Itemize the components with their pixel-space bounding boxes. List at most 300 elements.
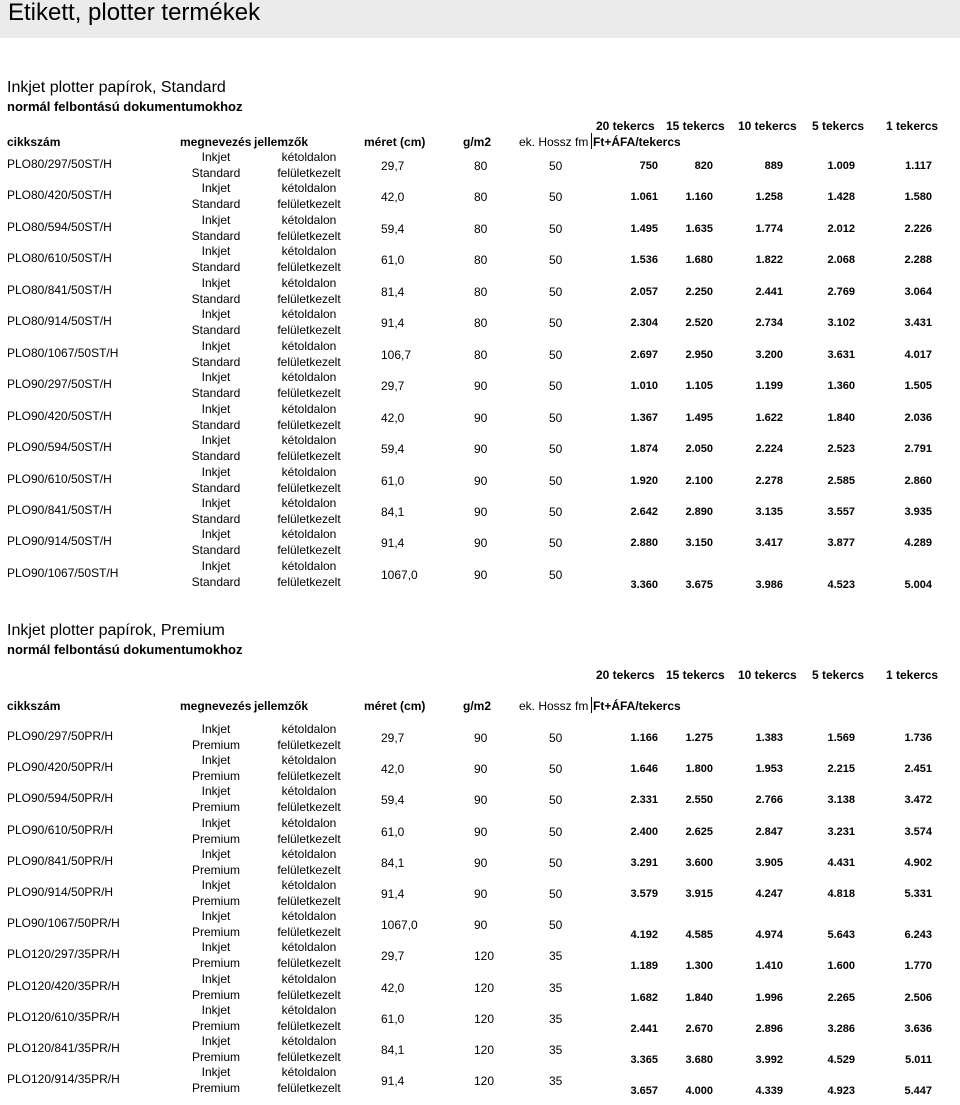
price-value: 2.506 bbox=[904, 992, 932, 1004]
length-value: 50 bbox=[549, 762, 563, 776]
feature-line1: kétoldalon bbox=[281, 370, 337, 384]
product-code: PLO120/420/35PR/H bbox=[7, 979, 120, 993]
table-row bbox=[0, 940, 960, 971]
price-value: 3.200 bbox=[755, 349, 783, 361]
table-row bbox=[0, 1003, 960, 1034]
price-value: 5.331 bbox=[904, 888, 932, 900]
gsm-value: 80 bbox=[474, 285, 488, 299]
product-name-line2: Standard bbox=[191, 166, 241, 180]
price-value: 3.935 bbox=[904, 506, 932, 518]
price-value: 2.523 bbox=[827, 443, 855, 455]
price-value: 1.105 bbox=[685, 380, 713, 392]
price-value: 3.574 bbox=[904, 826, 932, 838]
price-value: 5.011 bbox=[905, 1054, 932, 1066]
gsm-value: 120 bbox=[474, 949, 495, 963]
price-value: 2.734 bbox=[755, 317, 783, 329]
price-value: 3.680 bbox=[685, 1054, 713, 1066]
price-value: 4.017 bbox=[904, 349, 932, 361]
price-value: 2.100 bbox=[685, 475, 713, 487]
gsm-value: 90 bbox=[474, 536, 488, 550]
product-name-line2: Premium bbox=[191, 769, 240, 783]
length-value: 50 bbox=[549, 918, 563, 932]
size-value: 84,1 bbox=[381, 1043, 405, 1057]
price-value: 1.166 bbox=[630, 732, 658, 744]
price-value: 4.000 bbox=[685, 1085, 713, 1097]
table-row bbox=[0, 784, 960, 815]
price-value: 2.250 bbox=[685, 286, 713, 298]
price-value: 2.950 bbox=[685, 349, 713, 361]
price-value: 3.657 bbox=[630, 1085, 658, 1097]
price-value: 2.012 bbox=[827, 223, 855, 235]
length-value: 50 bbox=[549, 568, 563, 582]
product-name-line2: Premium bbox=[191, 925, 240, 939]
feature-line1: kétoldalon bbox=[281, 496, 337, 510]
product-code: PLO90/841/50PR/H bbox=[7, 854, 114, 868]
price-value: 1.569 bbox=[827, 732, 855, 744]
price-value: 2.625 bbox=[685, 826, 713, 838]
product-name-line2: Standard bbox=[191, 197, 241, 211]
price-header-qty: 15 tekercs bbox=[666, 668, 725, 682]
product-name-line2: Standard bbox=[191, 386, 241, 400]
price-value: 2.880 bbox=[630, 537, 658, 549]
size-value: 61,0 bbox=[381, 474, 405, 488]
column-header-size: méret (cm) bbox=[364, 699, 426, 713]
feature-line1: kétoldalon bbox=[281, 213, 337, 227]
price-value: 3.417 bbox=[755, 537, 783, 549]
price-value: 3.905 bbox=[755, 857, 783, 869]
column-header-feature: jellemzők bbox=[254, 699, 309, 713]
price-value: 2.215 bbox=[827, 763, 855, 775]
price-value: 3.291 bbox=[630, 857, 658, 869]
price-value: 5.004 bbox=[904, 579, 932, 591]
product-name-line2: Standard bbox=[191, 575, 241, 589]
product-code: PLO80/610/50ST/H bbox=[7, 251, 112, 265]
product-name-line2: Premium bbox=[191, 1050, 240, 1064]
table-row bbox=[0, 722, 960, 753]
product-code: PLO120/610/35PR/H bbox=[7, 1010, 120, 1024]
price-value: 3.431 bbox=[904, 317, 932, 329]
feature-line2: felületkezelt bbox=[277, 323, 341, 337]
size-value: 106,7 bbox=[381, 348, 412, 362]
product-name-line2: Standard bbox=[191, 229, 241, 243]
feature-line1: kétoldalon bbox=[281, 847, 337, 861]
product-name-line2: Standard bbox=[191, 512, 241, 526]
price-value: 889 bbox=[764, 160, 783, 172]
price-value: 3.286 bbox=[827, 1023, 855, 1035]
feature-line1: kétoldalon bbox=[281, 940, 337, 954]
length-value: 50 bbox=[549, 348, 563, 362]
gsm-value: 90 bbox=[474, 442, 488, 456]
product-name-line1: Inkjet bbox=[201, 784, 231, 798]
gsm-value: 120 bbox=[474, 981, 495, 995]
price-value: 2.766 bbox=[755, 794, 783, 806]
product-name-line1: Inkjet bbox=[201, 402, 231, 416]
feature-line2: felületkezelt bbox=[277, 386, 341, 400]
table-row bbox=[0, 847, 960, 878]
feature-line2: felületkezelt bbox=[277, 925, 341, 939]
feature-line2: felületkezelt bbox=[277, 512, 341, 526]
table-row bbox=[0, 307, 960, 338]
price-header-qty: 15 tekercs bbox=[666, 119, 725, 133]
product-code: PLO90/914/50ST/H bbox=[7, 534, 112, 548]
section-title: Inkjet plotter papírok, Standard bbox=[7, 79, 226, 96]
product-name-line1: Inkjet bbox=[201, 527, 231, 541]
column-header-code: cikkszám bbox=[7, 699, 61, 713]
size-value: 61,0 bbox=[381, 1012, 405, 1026]
price-value: 1.160 bbox=[685, 191, 713, 203]
feature-line2: felületkezelt bbox=[277, 197, 341, 211]
price-value: 2.642 bbox=[630, 506, 658, 518]
table-row bbox=[0, 972, 960, 1003]
price-value: 1.953 bbox=[755, 763, 783, 775]
price-value: 4.974 bbox=[755, 929, 783, 941]
column-header-feature: jellemzők bbox=[254, 135, 309, 149]
price-value: 2.304 bbox=[630, 317, 658, 329]
gsm-value: 90 bbox=[474, 887, 488, 901]
size-value: 84,1 bbox=[381, 856, 405, 870]
size-value: 1067,0 bbox=[381, 568, 418, 582]
product-name-line1: Inkjet bbox=[201, 972, 231, 986]
length-value: 50 bbox=[549, 442, 563, 456]
price-value: 1.505 bbox=[904, 380, 932, 392]
product-name-line1: Inkjet bbox=[201, 339, 231, 353]
gsm-value: 90 bbox=[474, 918, 488, 932]
price-value: 1.189 bbox=[630, 960, 658, 972]
price-value: 3.150 bbox=[685, 537, 713, 549]
price-value: 1.258 bbox=[755, 191, 783, 203]
price-value: 1.199 bbox=[755, 380, 783, 392]
price-value: 1.410 bbox=[755, 960, 783, 972]
product-code: PLO80/594/50ST/H bbox=[7, 220, 112, 234]
table-row bbox=[0, 909, 960, 940]
length-value: 50 bbox=[549, 285, 563, 299]
product-name-line1: Inkjet bbox=[201, 150, 231, 164]
price-value: 1.428 bbox=[827, 191, 855, 203]
gsm-value: 80 bbox=[474, 253, 488, 267]
size-value: 84,1 bbox=[381, 505, 405, 519]
price-value: 2.288 bbox=[904, 254, 932, 266]
length-value: 50 bbox=[549, 474, 563, 488]
length-value: 50 bbox=[549, 411, 563, 425]
size-value: 59,4 bbox=[381, 793, 405, 807]
product-code: PLO80/297/50ST/H bbox=[7, 157, 112, 171]
price-value: 2.441 bbox=[755, 286, 783, 298]
product-name-line1: Inkjet bbox=[201, 1065, 231, 1079]
size-value: 42,0 bbox=[381, 762, 405, 776]
price-value: 2.278 bbox=[755, 475, 783, 487]
feature-line2: felületkezelt bbox=[277, 418, 341, 432]
table-row bbox=[0, 1034, 960, 1065]
price-value: 1.770 bbox=[904, 960, 932, 972]
product-code: PLO80/914/50ST/H bbox=[7, 314, 112, 328]
size-value: 81,4 bbox=[381, 285, 405, 299]
feature-line1: kétoldalon bbox=[281, 465, 337, 479]
length-value: 50 bbox=[549, 316, 563, 330]
column-header-size: méret (cm) bbox=[364, 135, 426, 149]
feature-line2: felületkezelt bbox=[277, 543, 341, 557]
header-divider bbox=[591, 697, 592, 713]
page-title: Etikett, plotter termékek bbox=[8, 0, 261, 26]
price-value: 2.451 bbox=[904, 763, 932, 775]
product-name-line1: Inkjet bbox=[201, 433, 231, 447]
feature-line1: kétoldalon bbox=[281, 402, 337, 416]
price-value: 1.840 bbox=[685, 992, 713, 1004]
product-name-line1: Inkjet bbox=[201, 276, 231, 290]
price-header-qty: 5 tekercs bbox=[812, 119, 865, 133]
price-value: 4.339 bbox=[755, 1085, 783, 1097]
price-value: 1.275 bbox=[685, 732, 713, 744]
price-value: 1.774 bbox=[755, 223, 783, 235]
feature-line1: kétoldalon bbox=[281, 339, 337, 353]
gsm-value: 120 bbox=[474, 1074, 495, 1088]
length-value: 50 bbox=[549, 825, 563, 839]
price-value: 2.520 bbox=[685, 317, 713, 329]
gsm-value: 90 bbox=[474, 379, 488, 393]
gsm-value: 90 bbox=[474, 856, 488, 870]
gsm-value: 120 bbox=[474, 1043, 495, 1057]
feature-line2: felületkezelt bbox=[277, 575, 341, 589]
price-value: 3.064 bbox=[904, 286, 932, 298]
table-row bbox=[0, 244, 960, 275]
product-name-line1: Inkjet bbox=[201, 181, 231, 195]
gsm-value: 90 bbox=[474, 825, 488, 839]
price-value: 2.896 bbox=[755, 1023, 783, 1035]
price-value: 3.636 bbox=[904, 1023, 932, 1035]
price-value: 1.800 bbox=[685, 763, 713, 775]
price-value: 3.102 bbox=[827, 317, 855, 329]
price-value: 2.697 bbox=[630, 349, 658, 361]
column-header-length: ek. Hossz fm bbox=[519, 699, 589, 713]
price-value: 5.447 bbox=[904, 1085, 932, 1097]
column-header-unit: Ft+ÁFA/tekercs bbox=[593, 135, 681, 149]
price-value: 1.061 bbox=[630, 191, 658, 203]
price-value: 2.331 bbox=[630, 794, 658, 806]
length-value: 50 bbox=[549, 159, 563, 173]
table-row bbox=[0, 370, 960, 401]
product-code: PLO90/610/50ST/H bbox=[7, 472, 112, 486]
price-value: 1.117 bbox=[905, 160, 932, 172]
size-value: 91,4 bbox=[381, 536, 405, 550]
table-row bbox=[0, 150, 960, 181]
price-value: 5.643 bbox=[827, 929, 855, 941]
gsm-value: 80 bbox=[474, 190, 488, 204]
price-value: 1.495 bbox=[630, 223, 658, 235]
table-row bbox=[0, 181, 960, 212]
feature-line2: felületkezelt bbox=[277, 894, 341, 908]
price-value: 3.600 bbox=[685, 857, 713, 869]
section-subtitle: normál felbontású dokumentumokhoz bbox=[7, 99, 243, 114]
price-header-qty: 1 tekercs bbox=[886, 119, 939, 133]
feature-line1: kétoldalon bbox=[281, 150, 337, 164]
product-name-line1: Inkjet bbox=[201, 370, 231, 384]
feature-line1: kétoldalon bbox=[281, 972, 337, 986]
feature-line1: kétoldalon bbox=[281, 1065, 337, 1079]
price-value: 2.050 bbox=[685, 443, 713, 455]
feature-line1: kétoldalon bbox=[281, 527, 337, 541]
length-value: 35 bbox=[549, 981, 563, 995]
gsm-value: 90 bbox=[474, 505, 488, 519]
price-value: 1.495 bbox=[685, 412, 713, 424]
feature-line1: kétoldalon bbox=[281, 816, 337, 830]
size-value: 42,0 bbox=[381, 190, 405, 204]
product-code: PLO90/610/50PR/H bbox=[7, 823, 114, 837]
price-value: 2.057 bbox=[630, 286, 658, 298]
product-name-line1: Inkjet bbox=[201, 1034, 231, 1048]
price-value: 2.670 bbox=[685, 1023, 713, 1035]
price-value: 4.431 bbox=[827, 857, 855, 869]
table-row bbox=[0, 276, 960, 307]
length-value: 35 bbox=[549, 1043, 563, 1057]
price-header-qty: 10 tekercs bbox=[738, 119, 797, 133]
product-name-line2: Premium bbox=[191, 988, 240, 1002]
price-value: 2.769 bbox=[827, 286, 855, 298]
price-value: 2.860 bbox=[904, 475, 932, 487]
size-value: 1067,0 bbox=[381, 918, 418, 932]
title-bar bbox=[0, 0, 960, 38]
table-row bbox=[0, 878, 960, 909]
feature-line2: felületkezelt bbox=[277, 988, 341, 1002]
product-code: PLO80/1067/50ST/H bbox=[7, 346, 119, 360]
price-value: 1.635 bbox=[685, 223, 713, 235]
price-header-qty: 5 tekercs bbox=[812, 668, 865, 682]
product-code: PLO90/594/50PR/H bbox=[7, 791, 114, 805]
length-value: 50 bbox=[549, 731, 563, 745]
product-name-line2: Standard bbox=[191, 543, 241, 557]
price-value: 4.523 bbox=[827, 579, 855, 591]
price-value: 3.472 bbox=[904, 794, 932, 806]
product-name-line2: Standard bbox=[191, 449, 241, 463]
feature-line1: kétoldalon bbox=[281, 753, 337, 767]
gsm-value: 90 bbox=[474, 762, 488, 776]
price-value: 3.631 bbox=[827, 349, 855, 361]
product-name-line1: Inkjet bbox=[201, 940, 231, 954]
feature-line1: kétoldalon bbox=[281, 559, 337, 573]
product-name-line1: Inkjet bbox=[201, 909, 231, 923]
price-value: 3.915 bbox=[685, 888, 713, 900]
product-name-line1: Inkjet bbox=[201, 753, 231, 767]
product-name-line1: Inkjet bbox=[201, 307, 231, 321]
price-value: 1.622 bbox=[755, 412, 783, 424]
column-header-gsm: g/m2 bbox=[463, 699, 492, 713]
price-value: 2.441 bbox=[630, 1023, 658, 1035]
price-value: 2.585 bbox=[827, 475, 855, 487]
feature-line2: felületkezelt bbox=[277, 769, 341, 783]
product-code: PLO90/594/50ST/H bbox=[7, 440, 112, 454]
column-header-name: megnevezés bbox=[180, 699, 252, 713]
header-divider bbox=[591, 133, 592, 149]
product-code: PLO120/841/35PR/H bbox=[7, 1041, 120, 1055]
feature-line1: kétoldalon bbox=[281, 276, 337, 290]
price-value: 1.009 bbox=[827, 160, 855, 172]
price-value: 4.902 bbox=[904, 857, 932, 869]
product-name-line1: Inkjet bbox=[201, 559, 231, 573]
product-name-line2: Standard bbox=[191, 260, 241, 274]
product-name-line2: Standard bbox=[191, 323, 241, 337]
feature-line1: kétoldalon bbox=[281, 784, 337, 798]
price-value: 2.550 bbox=[685, 794, 713, 806]
product-name-line2: Premium bbox=[191, 863, 240, 877]
price-value: 750 bbox=[639, 160, 658, 172]
feature-line2: felületkezelt bbox=[277, 1050, 341, 1064]
price-value: 4.923 bbox=[827, 1085, 855, 1097]
gsm-value: 80 bbox=[474, 348, 488, 362]
length-value: 35 bbox=[549, 1074, 563, 1088]
table-row bbox=[0, 339, 960, 370]
price-value: 2.226 bbox=[904, 223, 932, 235]
price-value: 3.138 bbox=[827, 794, 855, 806]
product-name-line2: Premium bbox=[191, 800, 240, 814]
price-value: 2.890 bbox=[685, 506, 713, 518]
length-value: 50 bbox=[549, 887, 563, 901]
price-value: 4.247 bbox=[755, 888, 783, 900]
price-value: 3.675 bbox=[685, 579, 713, 591]
feature-line2: felületkezelt bbox=[277, 1019, 341, 1033]
product-code: PLO120/297/35PR/H bbox=[7, 947, 120, 961]
feature-line1: kétoldalon bbox=[281, 244, 337, 258]
gsm-value: 90 bbox=[474, 731, 488, 745]
gsm-value: 90 bbox=[474, 411, 488, 425]
section-subtitle: normál felbontású dokumentumokhoz bbox=[7, 642, 243, 657]
gsm-value: 80 bbox=[474, 316, 488, 330]
size-value: 42,0 bbox=[381, 981, 405, 995]
table-row bbox=[0, 753, 960, 784]
price-header-qty: 1 tekercs bbox=[886, 668, 939, 682]
product-code: PLO90/1067/50ST/H bbox=[7, 566, 119, 580]
price-value: 3.360 bbox=[630, 579, 658, 591]
feature-line2: felületkezelt bbox=[277, 1081, 341, 1095]
product-code: PLO90/841/50ST/H bbox=[7, 503, 112, 517]
feature-line1: kétoldalon bbox=[281, 307, 337, 321]
feature-line1: kétoldalon bbox=[281, 181, 337, 195]
price-value: 4.192 bbox=[630, 929, 658, 941]
gsm-value: 80 bbox=[474, 222, 488, 236]
price-value: 1.840 bbox=[827, 412, 855, 424]
price-value: 3.557 bbox=[827, 506, 855, 518]
table-row bbox=[0, 816, 960, 847]
price-value: 1.822 bbox=[755, 254, 783, 266]
column-header-gsm: g/m2 bbox=[463, 135, 492, 149]
length-value: 50 bbox=[549, 536, 563, 550]
price-value: 3.579 bbox=[630, 888, 658, 900]
feature-line2: felületkezelt bbox=[277, 738, 341, 752]
length-value: 50 bbox=[549, 222, 563, 236]
size-value: 61,0 bbox=[381, 253, 405, 267]
table-row bbox=[0, 213, 960, 244]
table-row bbox=[0, 433, 960, 464]
feature-line2: felületkezelt bbox=[277, 481, 341, 495]
product-name-line1: Inkjet bbox=[201, 213, 231, 227]
price-value: 2.036 bbox=[904, 412, 932, 424]
product-name-line2: Premium bbox=[191, 1081, 240, 1095]
product-code: PLO90/420/50PR/H bbox=[7, 760, 114, 774]
length-value: 35 bbox=[549, 1012, 563, 1026]
price-value: 4.818 bbox=[827, 888, 855, 900]
product-name-line2: Standard bbox=[191, 418, 241, 432]
price-value: 1.010 bbox=[630, 380, 658, 392]
product-name-line1: Inkjet bbox=[201, 722, 231, 736]
price-value: 2.068 bbox=[827, 254, 855, 266]
price-value: 1.367 bbox=[630, 412, 658, 424]
feature-line2: felületkezelt bbox=[277, 832, 341, 846]
feature-line2: felületkezelt bbox=[277, 355, 341, 369]
price-header-qty: 10 tekercs bbox=[738, 668, 797, 682]
price-value: 3.986 bbox=[755, 579, 783, 591]
price-value: 1.580 bbox=[904, 191, 932, 203]
length-value: 35 bbox=[549, 949, 563, 963]
product-name-line1: Inkjet bbox=[201, 847, 231, 861]
product-name-line2: Premium bbox=[191, 894, 240, 908]
gsm-value: 80 bbox=[474, 159, 488, 173]
